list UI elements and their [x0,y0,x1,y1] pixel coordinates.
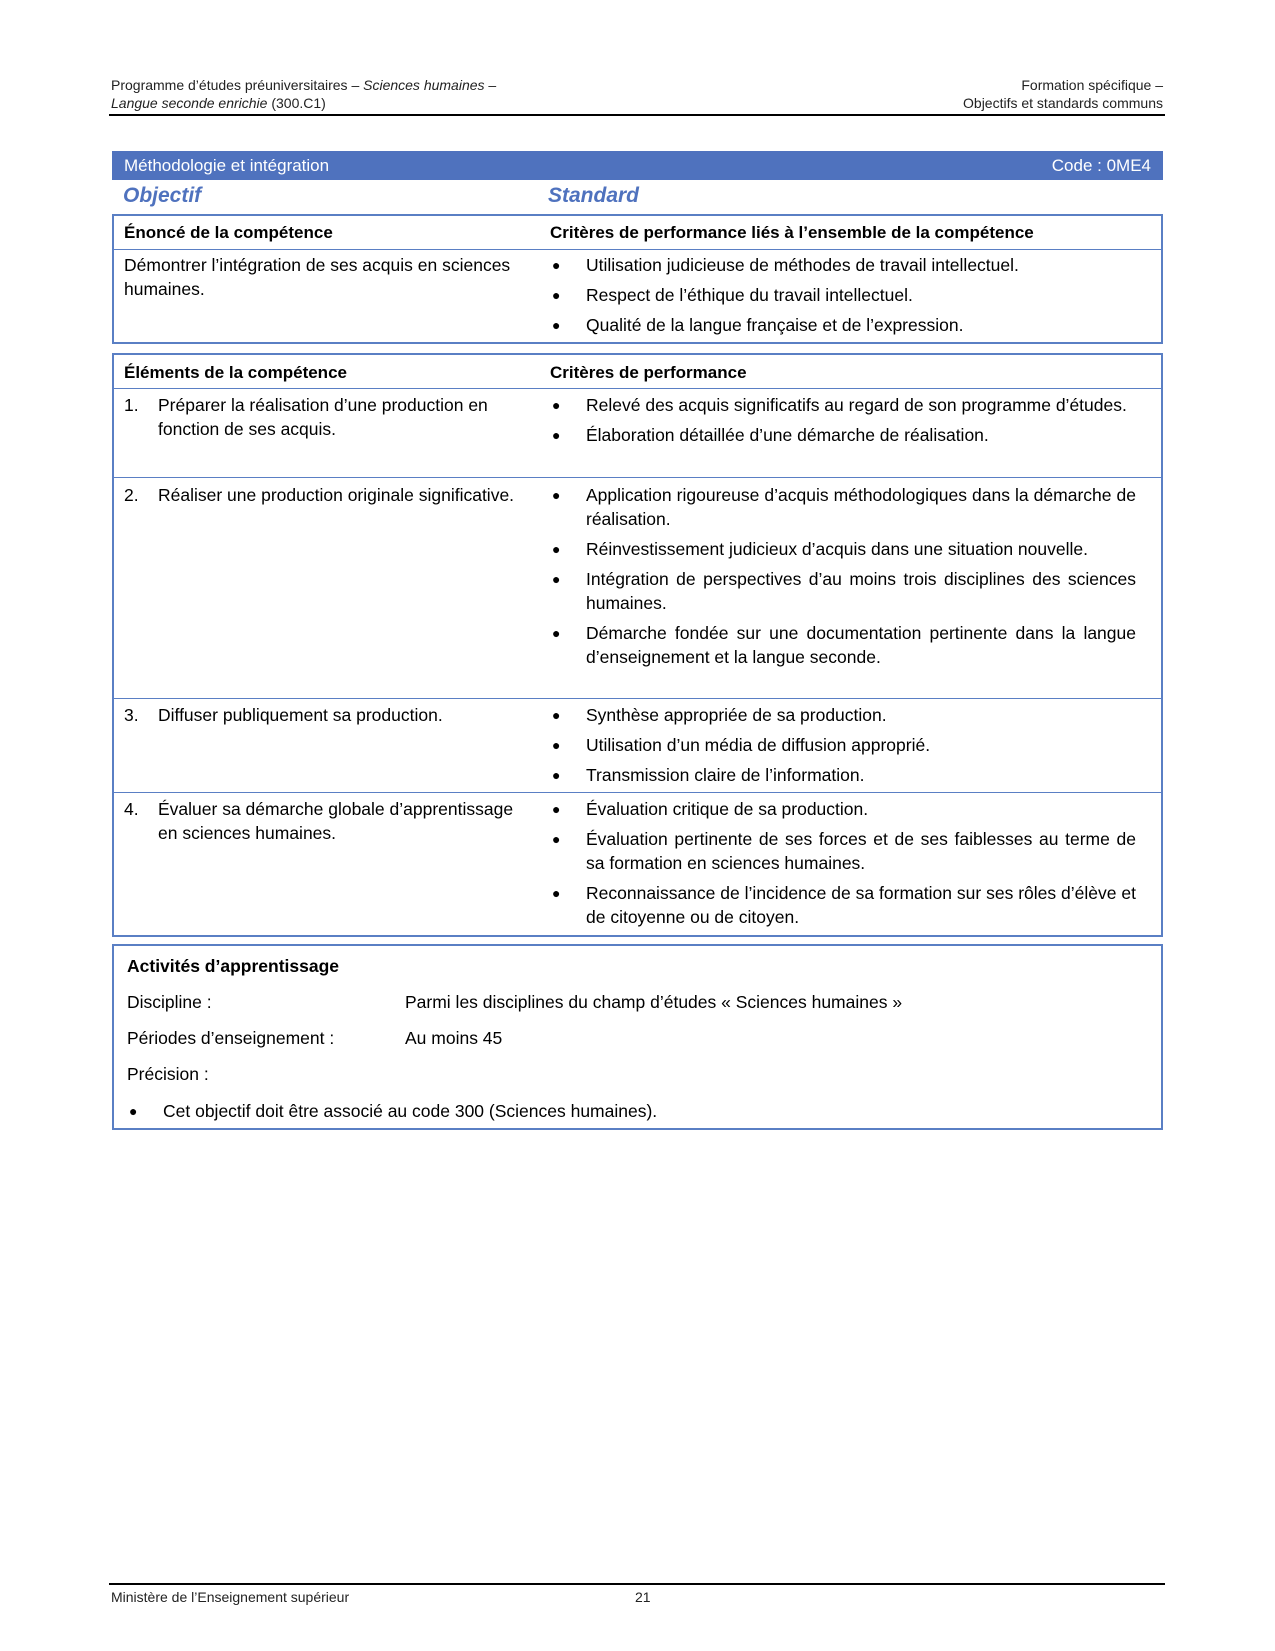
competence-header-divider [114,249,1161,250]
element-3-criteria [550,703,1136,793]
element-1-criteria [550,393,1136,453]
element-4: 4. Évaluer sa démarche globale d’apprentissage en sciences humaines. [124,799,514,843]
row-divider [114,698,1161,699]
competence-header-right: Critères de performance liés à l’ensemble de la compétence [550,223,1034,242]
footer-ministry: Ministère de l’Enseignement supérieur [111,1589,350,1605]
elements-header-divider [114,388,1161,389]
bullet-icon: ● [552,767,561,783]
discipline-label: Discipline : [127,992,212,1012]
list-item: ● Utilisation d’un média de diffusion approprié. [552,735,931,755]
bullet-icon: ● [552,257,561,273]
element-1: 1. Préparer la réalisation d’une production en fonction de ses acquis. [124,395,488,439]
header-training-type: Formation spécifique – [1021,77,1163,93]
bullet-icon: ● [552,571,561,587]
bullet-icon: ● [552,737,561,753]
objectif-heading: Objectif [123,184,202,207]
list-item: ● Utilisation judicieuse de méthodes de travail intellectuel. [552,255,1019,275]
bullet-icon: ● [552,487,561,503]
competence-table [112,214,1163,344]
list-item: ● Transmission claire de l’information. [552,765,865,785]
list-item: ● Reconnaissance de l’incidence de sa formation sur ses rôles d’élève et de citoyenne ou de citoyen. [552,883,1136,927]
title-bar [112,151,1163,180]
list-item: ● Intégration de perspectives d’au moins trois disciplines des sciences humaines. [552,569,1136,613]
element-2-criteria [550,483,1136,675]
list-item: ● Évaluation pertinente de ses forces et de ses faiblesses au terme de sa formation en sciences humaines. [552,829,1136,873]
page-header [111,77,1163,113]
element-3: 3. Diffuser publiquement sa production. [124,705,443,725]
element-4-criteria [550,797,1136,935]
list-item: ● Évaluation critique de sa production. [552,799,869,819]
list-item: ● Synthèse appropriée de sa production. [552,705,887,725]
bullet-icon: ● [552,831,561,847]
bullet-icon: ● [552,317,561,333]
bullet-icon: ● [129,1103,138,1119]
element-number: 4. [124,799,139,819]
competence-criteria-list [550,253,1136,343]
element-number: 3. [124,705,139,725]
list-item: ● Démarche fondée sur une documentation pertinente dans la langue d’enseignement et la langue seconde. [552,623,1136,667]
bullet-icon: ● [552,397,561,413]
page-title: Méthodologie et intégration [124,156,330,175]
element-number: 1. [124,395,139,415]
elements-header-left: Éléments de la compétence [124,363,347,382]
list-item: ● Respect de l’éthique du travail intellectuel. [552,285,913,305]
element-2: 2. Réaliser une production originale significative. [124,485,515,505]
element-number: 2. [124,485,139,505]
list-item: ● Application rigoureuse d’acquis méthodologiques dans la démarche de réalisation. [552,485,1136,529]
periods-label: Périodes d’enseignement : [127,1028,335,1048]
header-program-line: Programme d’études préuniversitaires – Sciences humaines – [111,77,497,93]
list-item: ● Relevé des acquis significatifs au regard de son programme d’études. [552,395,1127,415]
learning-activities-box: Activités d’apprentissage Discipline : Parmi les disciplines du champ d’études « Sciences humaines » Périodes d’enseignement : Au moins 45 Précision : ● Cet objectif doit être associé au code 300 (Sciences humaines). [112,944,1163,1130]
bullet-icon: ● [552,625,561,641]
periods-value: Au moins 45 [405,1028,503,1048]
bullet-icon: ● [552,427,561,443]
bullet-icon: ● [552,885,561,901]
standard-heading: Standard [548,184,640,207]
header-section-name: Objectifs et standards communs [963,95,1163,111]
bullet-icon: ● [552,707,561,723]
list-item: ● Élaboration détaillée d’une démarche de réalisation. [552,425,989,445]
elements-table [112,353,1163,937]
course-code: Code : 0ME4 [1051,156,1151,175]
footer-divider [109,1583,1165,1585]
list-item: ● Qualité de la langue française et de l’expression. [552,315,964,335]
competence-statement: Démontrer l’intégration de ses acquis en sciences humaines. [124,255,511,299]
elements-header-right: Critères de performance [550,363,747,382]
header-divider [109,114,1165,116]
precision-label: Précision : [127,1064,209,1084]
header-program-code: Langue seconde enrichie (300.C1) [111,95,326,111]
bullet-icon: ● [552,287,561,303]
activities-title: Activités d’apprentissage [127,956,340,976]
page-number: 21 [635,1589,651,1605]
bullet-icon: ● [552,801,561,817]
list-item: ● Réinvestissement judicieux d’acquis dans une situation nouvelle. [552,539,1088,559]
row-divider [114,792,1161,793]
discipline-value: Parmi les disciplines du champ d’études « Sciences humaines » [405,992,903,1012]
competence-header-left: Énoncé de la compétence [124,223,333,242]
bullet-icon: ● [552,541,561,557]
row-divider [114,477,1161,478]
